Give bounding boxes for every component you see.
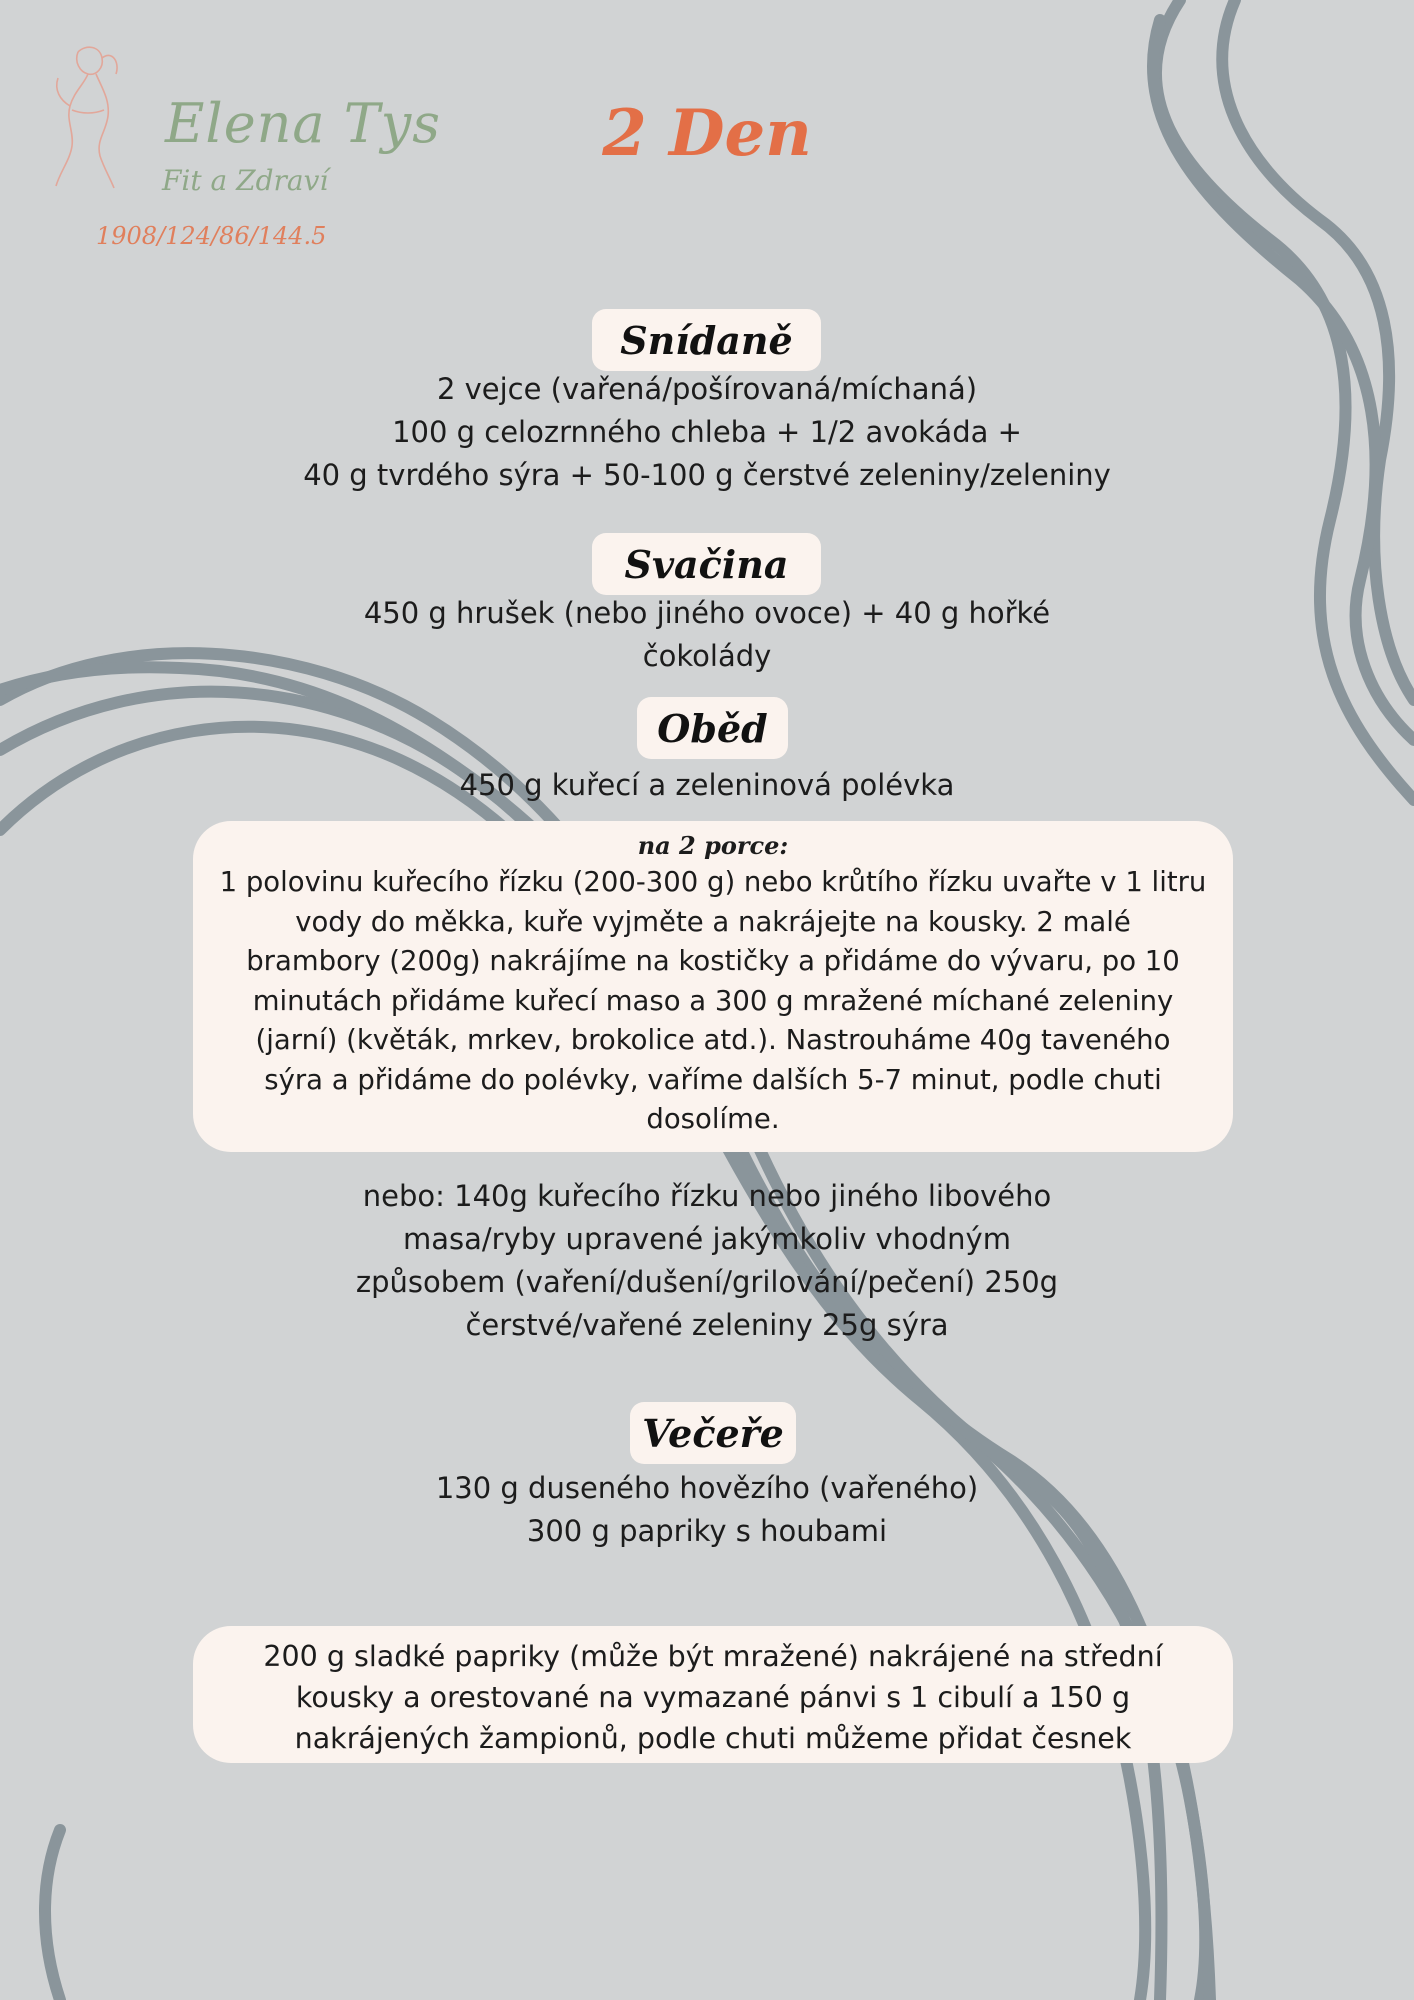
- recipe-line: minutách přidáme kuřecí maso a 300 g mražené míchané zeleniny: [252, 984, 1174, 1017]
- brand-tagline: Fit a Zdraví: [162, 164, 329, 197]
- dinner-label: Večeře: [630, 1402, 796, 1464]
- breakfast-line: 100 g celozrnného chleba + 1/2 avokáda +: [392, 415, 1022, 449]
- breakfast-line: 40 g tvrdého sýra + 50-100 g čerstvé zeleniny/zeleniny: [303, 458, 1111, 492]
- lunch-label: Oběd: [637, 697, 788, 759]
- dinner-line: 300 g papriky s houbami: [526, 1514, 888, 1548]
- snack-line: 450 g hrušek (nebo jiného ovoce) + 40 g hořké: [363, 596, 1051, 630]
- brand-stats: 1908/124/86/144.5: [96, 222, 327, 250]
- lunch-text: [157, 764, 1257, 807]
- recipe-line: (jarní) (květák, mrkev, brokolice atd.). Nastrouháme 40g taveného: [255, 1024, 1171, 1056]
- page-title: 2 Den: [602, 96, 812, 171]
- breakfast-line: 2 vejce (vařená/pošírovaná/míchaná): [436, 372, 978, 406]
- recipe-line: 200 g sladké papriky (může být mražené) nakrájené na střední: [263, 1640, 1163, 1673]
- brand-name: Elena Tys: [165, 92, 442, 155]
- breakfast-text: [157, 368, 1257, 497]
- dinner-line: 130 g duseného hovězího (vařeného): [435, 1471, 979, 1505]
- snack-line: čokolády: [642, 639, 772, 673]
- recipe-line: brambory (200g) nakrájíme na kostičky a přidáme do vývaru, po 10: [246, 945, 1180, 977]
- recipe-portions-heading: na 2 porce:: [637, 831, 789, 860]
- lunch-alternative-text: [157, 1175, 1257, 1347]
- recipe-line: dosolíme.: [646, 1103, 780, 1135]
- lunch-recipe-card: [193, 821, 1233, 1152]
- alternative-line: způsobem (vaření/dušení/grilování/pečení) 250g: [355, 1265, 1059, 1299]
- recipe-line: nakrájených žampionů, podle chuti můžeme přidat česnek: [294, 1722, 1132, 1755]
- recipe-line: sýra a přidáme do polévky, vaříme dalších 5-7 minut, podle chuti: [264, 1063, 1162, 1096]
- recipe-line: vody do měkka, kuře vyjměte a nakrájejte na kousky. 2 malé: [295, 905, 1131, 938]
- dinner-recipe-card: [193, 1626, 1233, 1763]
- dinner-text: [157, 1467, 1257, 1553]
- recipe-line: 1 polovinu kuřecího řízku (200-300 g) nebo krůtího řízku uvařte v 1 litru: [219, 866, 1207, 898]
- alternative-line: čerstvé/vařené zeleniny 25g sýra: [465, 1308, 949, 1342]
- recipe-line: kousky a orestované na vymazané pánvi s 1 cibulí a 150 g: [295, 1681, 1131, 1714]
- breakfast-label: Snídaně: [592, 309, 821, 371]
- alternative-line: nebo: 140g kuřecího řízku nebo jiného libového: [362, 1179, 1052, 1213]
- lunch-line: 450 g kuřecí a zeleninová polévka: [459, 768, 955, 802]
- alternative-line: masa/ryby upravené jakýmkoliv vhodným: [403, 1222, 1011, 1256]
- snack-text: [157, 592, 1257, 678]
- snack-label: Svačina: [592, 533, 821, 595]
